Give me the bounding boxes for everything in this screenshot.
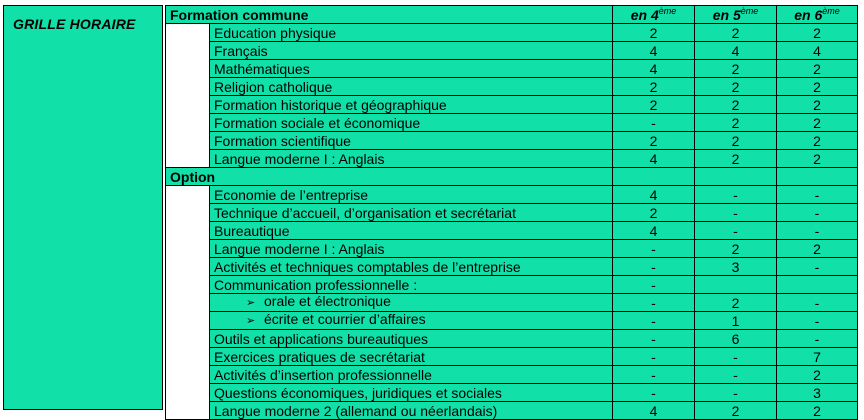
year-header-4 — [613, 6, 695, 24]
hours-cell-4: - — [613, 348, 695, 366]
subject-label: Langue moderne I : Anglais — [214, 151, 385, 167]
subject-cell — [210, 330, 613, 348]
hours-cell-5: - — [695, 186, 777, 204]
hours-cell-6: - — [777, 186, 858, 204]
year-header-sup: ème — [740, 6, 759, 16]
indent-cell — [166, 204, 210, 222]
year-header-sup: ème — [822, 6, 840, 16]
hours-cell-4: 4 — [613, 186, 695, 204]
hours-cell-4: - — [613, 276, 695, 294]
hours-cell-5: 1 — [695, 312, 777, 330]
indent-cell — [166, 132, 210, 150]
hours-cell-6: 2 — [777, 402, 858, 420]
indent-cell — [166, 42, 210, 60]
subject-label: Langue moderne I : Anglais — [214, 241, 385, 257]
subject-label: Formation sociale et économique — [214, 115, 421, 131]
subject-cell — [210, 312, 613, 330]
hours-cell-5 — [695, 276, 777, 294]
table-row — [166, 312, 858, 330]
hours-cell-4: - — [613, 384, 695, 402]
year-header-text: en 6 — [794, 7, 823, 23]
subject-label: orale et électronique — [264, 293, 391, 309]
hours-cell-5: - — [695, 222, 777, 240]
hours-cell-4: - — [613, 366, 695, 384]
subject-label: Formation historique et géographique — [214, 97, 447, 113]
table-row — [166, 330, 858, 348]
year-header-text: en 4 — [630, 7, 659, 23]
hours-cell-6: - — [777, 204, 858, 222]
empty-header-cell — [613, 168, 695, 186]
subject-label: Communication professionnelle : — [214, 277, 418, 293]
subject-cell — [210, 366, 613, 384]
subject-label: Formation scientifique — [214, 133, 351, 149]
table-row — [166, 204, 858, 222]
hours-cell-5: 2 — [695, 402, 777, 420]
indent-cell — [166, 222, 210, 240]
hours-cell-6: 2 — [777, 60, 858, 78]
table-row — [166, 78, 858, 96]
title-panel — [3, 5, 163, 410]
indent-cell — [166, 330, 210, 348]
hours-cell-5: 6 — [695, 330, 777, 348]
hours-cell-5: 2 — [695, 150, 777, 168]
subject-label: Activités et techniques comptables de l’entreprise — [214, 259, 521, 275]
section-label: Formation commune — [166, 6, 613, 24]
hours-cell-4: - — [613, 114, 695, 132]
hours-cell-6: 2 — [777, 240, 858, 258]
subject-cell — [210, 402, 613, 420]
hours-cell-4: 4 — [613, 42, 695, 60]
hours-cell-6: 2 — [777, 366, 858, 384]
section-label: Option — [166, 168, 613, 186]
arrow-bullet-icon: ➢ — [246, 297, 256, 309]
indent-cell — [166, 312, 210, 330]
subject-label: Religion catholique — [214, 79, 333, 95]
hours-cell-5: - — [695, 348, 777, 366]
hours-cell-4: - — [613, 294, 695, 312]
subject-label: Exercices pratiques de secrétariat — [214, 349, 425, 365]
hours-cell-4: - — [613, 240, 695, 258]
table-row — [166, 114, 858, 132]
hours-cell-6: - — [777, 222, 858, 240]
indent-cell — [166, 186, 210, 204]
table-row — [166, 348, 858, 366]
hours-cell-5: 2 — [695, 114, 777, 132]
arrow-bullet-icon: ➢ — [246, 315, 256, 327]
table-row — [166, 240, 858, 258]
subject-label: Economie de l’entreprise — [214, 187, 369, 203]
hours-cell-4: 4 — [613, 150, 695, 168]
hours-cell-6 — [777, 276, 858, 294]
subject-cell — [210, 204, 613, 222]
table-row — [166, 186, 858, 204]
indent-cell — [166, 258, 210, 276]
hours-cell-5: 2 — [695, 24, 777, 42]
hours-cell-5: - — [695, 366, 777, 384]
hours-cell-5: 2 — [695, 240, 777, 258]
table-row — [166, 60, 858, 78]
hours-cell-5: 2 — [695, 96, 777, 114]
table-row — [166, 96, 858, 114]
subject-label: Bureautique — [214, 223, 290, 239]
table-row — [166, 132, 858, 150]
table-row — [166, 276, 858, 294]
hours-cell-5: 2 — [695, 60, 777, 78]
section-header-row — [166, 6, 858, 24]
indent-cell — [166, 78, 210, 96]
hours-cell-4: 4 — [613, 222, 695, 240]
page-title: GRILLE HORAIRE — [13, 16, 136, 32]
table-row — [166, 402, 858, 420]
table-row — [166, 42, 858, 60]
subject-cell — [210, 96, 613, 114]
hours-cell-6: - — [777, 294, 858, 312]
hours-cell-5: - — [695, 204, 777, 222]
empty-header-cell — [695, 168, 777, 186]
subject-label: Français — [214, 43, 268, 59]
subject-cell — [210, 186, 613, 204]
subject-cell — [210, 222, 613, 240]
hours-cell-6: - — [777, 258, 858, 276]
hours-cell-6: - — [777, 330, 858, 348]
year-header-sup: ème — [658, 6, 677, 16]
subject-cell — [210, 276, 613, 294]
subject-cell — [210, 78, 613, 96]
section-header-row — [166, 168, 858, 186]
hours-cell-4: 2 — [613, 96, 695, 114]
hours-cell-6: 2 — [777, 132, 858, 150]
hours-cell-4: 2 — [613, 78, 695, 96]
indent-cell — [166, 294, 210, 312]
hours-cell-5: 4 — [695, 42, 777, 60]
indent-cell — [166, 240, 210, 258]
subject-cell — [210, 258, 613, 276]
table-row — [166, 384, 858, 402]
hours-cell-4: - — [613, 330, 695, 348]
hours-cell-5: 3 — [695, 258, 777, 276]
subject-cell — [210, 60, 613, 78]
indent-cell — [166, 348, 210, 366]
hours-cell-4: 2 — [613, 132, 695, 150]
indent-cell — [166, 150, 210, 168]
table-row — [166, 222, 858, 240]
table-row — [166, 294, 858, 312]
indent-cell — [166, 60, 210, 78]
subject-cell — [210, 42, 613, 60]
subject-label: Mathématiques — [214, 61, 310, 77]
subject-cell — [210, 294, 613, 312]
subject-cell — [210, 114, 613, 132]
year-header-6 — [777, 6, 858, 24]
hours-cell-4: 4 — [613, 60, 695, 78]
subject-cell — [210, 348, 613, 366]
hours-cell-5: 2 — [695, 132, 777, 150]
subject-cell — [210, 150, 613, 168]
table-row — [166, 258, 858, 276]
hours-cell-6: 2 — [777, 78, 858, 96]
subject-label: écrite et courrier d’affaires — [264, 311, 426, 327]
schedule-sheet — [3, 5, 859, 419]
subject-cell — [210, 384, 613, 402]
hours-cell-6: - — [777, 312, 858, 330]
subject-cell — [210, 240, 613, 258]
year-header-5 — [695, 6, 777, 24]
hours-cell-4: 2 — [613, 24, 695, 42]
hours-cell-4: 2 — [613, 204, 695, 222]
table-row — [166, 366, 858, 384]
hours-cell-6: 3 — [777, 384, 858, 402]
indent-cell — [166, 402, 210, 420]
hours-cell-5: 2 — [695, 78, 777, 96]
year-header-text: en 5 — [712, 7, 741, 23]
hours-cell-6: 2 — [777, 24, 858, 42]
indent-cell — [166, 384, 210, 402]
hours-cell-6: 2 — [777, 96, 858, 114]
table-row — [166, 150, 858, 168]
empty-header-cell — [777, 168, 858, 186]
schedule-body — [166, 6, 858, 420]
schedule-table — [165, 5, 858, 420]
subject-label: Activités d’insertion professionnelle — [214, 367, 432, 383]
indent-cell — [166, 276, 210, 294]
hours-cell-6: 7 — [777, 348, 858, 366]
hours-cell-6: 2 — [777, 150, 858, 168]
hours-cell-4: - — [613, 258, 695, 276]
indent-cell — [166, 366, 210, 384]
hours-cell-4: - — [613, 312, 695, 330]
indent-cell — [166, 24, 210, 42]
hours-cell-4: 4 — [613, 402, 695, 420]
subject-label: Langue moderne 2 (allemand ou néerlandais) — [214, 403, 498, 419]
table-row — [166, 24, 858, 42]
hours-cell-5: - — [695, 384, 777, 402]
indent-cell — [166, 96, 210, 114]
hours-cell-5: 2 — [695, 294, 777, 312]
subject-cell — [210, 24, 613, 42]
subject-cell — [210, 132, 613, 150]
subject-label: Technique d’accueil, d’organisation et secrétariat — [214, 205, 516, 221]
hours-cell-6: 4 — [777, 42, 858, 60]
indent-cell — [166, 114, 210, 132]
subject-label: Questions économiques, juridiques et sociales — [214, 385, 502, 401]
subject-label: Education physique — [214, 25, 337, 41]
hours-cell-6: 2 — [777, 114, 858, 132]
subject-label: Outils et applications bureautiques — [214, 331, 429, 347]
